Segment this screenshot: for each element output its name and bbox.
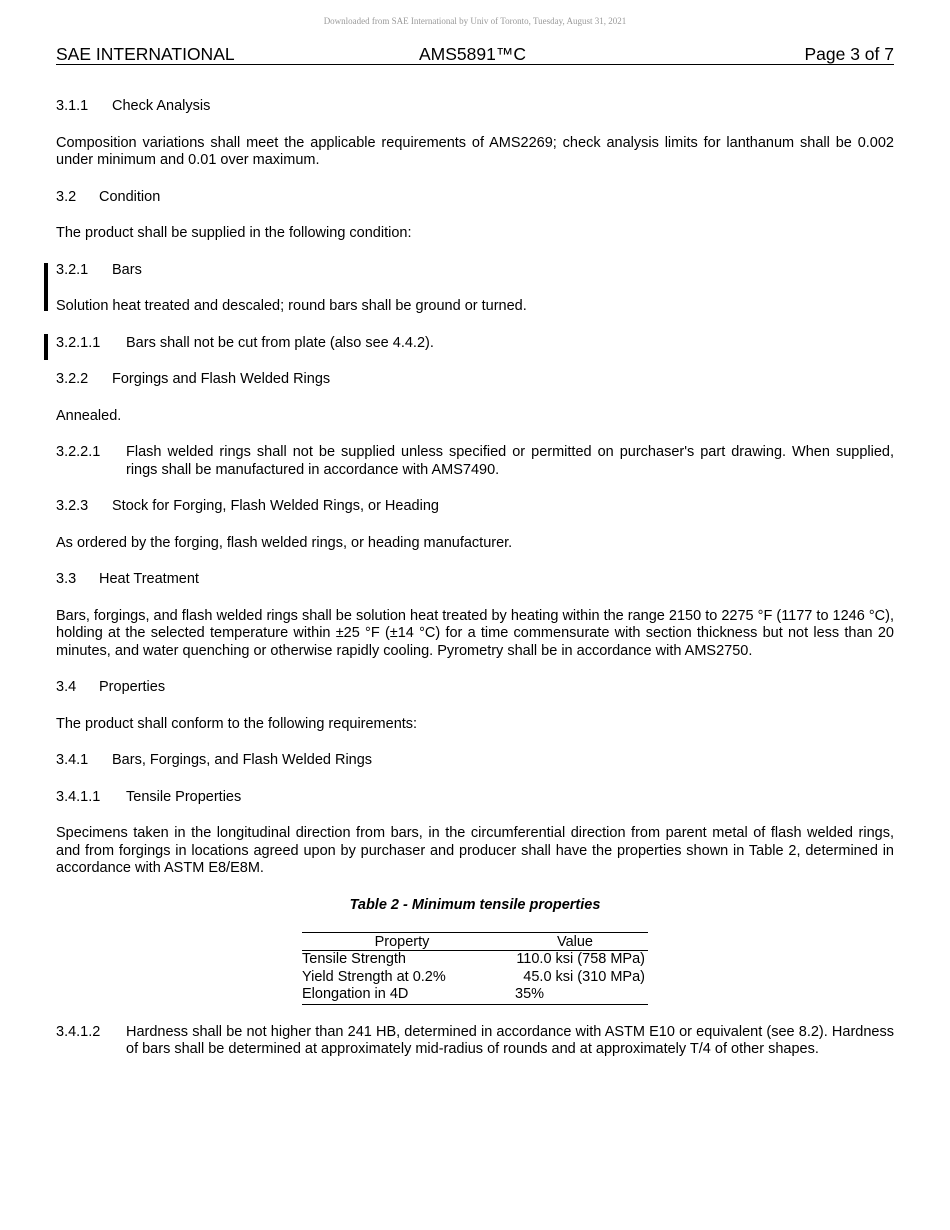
column-header: Property — [302, 933, 502, 951]
value-cell: 110.0 ksi (758 MPa) — [516, 951, 645, 967]
paragraph: Solution heat treated and descaled; round bars shall be ground or turned. — [56, 298, 527, 314]
section-title: Heat Treatment — [99, 571, 199, 587]
paragraph: The product shall be supplied in the following condition: — [56, 225, 412, 241]
section-title: Forgings and Flash Welded Rings — [112, 371, 331, 387]
paragraph-text: Bars shall not be cut from plate (also see 4.4.2). — [126, 334, 434, 351]
table-header-row — [302, 933, 648, 951]
section-heading — [56, 262, 894, 280]
revision-bar — [44, 334, 48, 360]
section-title: Tensile Properties — [126, 788, 242, 805]
section-heading — [56, 98, 894, 116]
revision-bar — [44, 263, 48, 311]
section-number: 3.3 — [56, 571, 77, 587]
section-heading — [56, 189, 894, 207]
value-cell: 35% — [502, 986, 648, 1004]
numbered-paragraph — [56, 444, 894, 479]
table-row — [302, 969, 648, 987]
property-cell: Tensile Strength — [302, 951, 406, 967]
section-heading — [56, 371, 894, 389]
numbered-paragraph — [56, 1024, 894, 1059]
section-number: 3.2.1 — [56, 261, 89, 278]
paragraph: Specimens taken in the longitudinal direction from bars, in the circumferential direction from parent metal of flash welded rings, and from forgings in locations agreed upon by purchaser and producer shall have the properties shown in Table 2, determined in accordance with ASTM E8/E8M. — [56, 825, 894, 876]
section-number: 3.4.1 — [56, 752, 89, 768]
section-number: 3.4 — [56, 679, 77, 695]
section-number: 3.2.3 — [56, 498, 89, 514]
table-caption: Table 2 - Minimum tensile properties — [349, 896, 601, 913]
paragraph: Bars, forgings, and flash welded rings shall be solution heat treated by heating within the range 2150 to 2275 °F (1177 to 1246 °C), holding at the selected temperature within ±25 °F (±14 °C) for a time commensurate with section thickness but not less than 20 minutes, and water quenching or otherwise rapidly cooling. Pyrometry shall be in accordance with AMS2750. — [56, 607, 894, 659]
section-number: 3.1.1 — [56, 98, 89, 114]
section-title: Bars — [112, 261, 142, 278]
paragraph: The product shall conform to the following requirements: — [56, 715, 418, 732]
value-cell: 45.0 ksi (310 MPa) — [523, 968, 645, 985]
tensile-properties-table — [302, 932, 648, 1005]
section-title: Condition — [99, 188, 161, 205]
page-header — [56, 44, 894, 65]
property-cell: Elongation in 4D — [302, 986, 502, 1004]
section-heading — [56, 789, 894, 807]
paragraph-text: Hardness shall be not higher than 241 HB, determined in accordance with ASTM E10 or equivalent (see 8.2). Hardness of bars shall be determined at approximately mid-radius of rounds and at approximately T/4 of other shapes. — [126, 1023, 894, 1057]
section-number: 3.2.1.1 — [56, 334, 101, 351]
section-number: 3.2.2.1 — [56, 444, 101, 460]
publisher-name: SAE INTERNATIONAL — [56, 44, 235, 64]
section-number: 3.4.1.1 — [56, 788, 101, 805]
document-number: AMS5891™C — [419, 44, 526, 64]
download-watermark: Downloaded from SAE International by Univ of Toronto, Tuesday, August 31, 2021 — [323, 16, 627, 26]
section-number: 3.4.1.2 — [56, 1023, 101, 1040]
paragraph: Annealed. — [56, 407, 122, 424]
paragraph-text: Flash welded rings shall not be supplied unless specified or permitted on purchaser's part drawing. When supplied, rings shall be manufactured in accordance with AMS7490. — [126, 444, 894, 478]
table-row — [302, 986, 648, 1004]
section-title: Check Analysis — [112, 98, 211, 114]
section-number: 3.2.2 — [56, 371, 89, 387]
paragraph: Composition variations shall meet the applicable requirements of AMS2269; check analysis limits for lanthanum shall be 0.002 under minimum and 0.01 over maximum. — [56, 134, 894, 168]
document-body — [56, 98, 894, 1078]
page-number: Page 3 of 7 — [804, 44, 894, 64]
section-title: Properties — [99, 679, 166, 695]
section-heading — [56, 752, 894, 770]
table-row — [302, 951, 648, 969]
section-title: Bars, Forgings, and Flash Welded Rings — [112, 752, 373, 768]
section-heading — [56, 571, 894, 589]
numbered-paragraph — [56, 335, 894, 353]
section-heading — [56, 498, 894, 516]
paragraph: As ordered by the forging, flash welded rings, or heading manufacturer. — [56, 534, 513, 551]
section-title: Stock for Forging, Flash Welded Rings, or Heading — [112, 498, 439, 514]
section-heading — [56, 679, 894, 697]
property-cell: Yield Strength at 0.2% — [302, 968, 446, 985]
section-number: 3.2 — [56, 188, 77, 205]
column-header: Value — [502, 933, 648, 951]
